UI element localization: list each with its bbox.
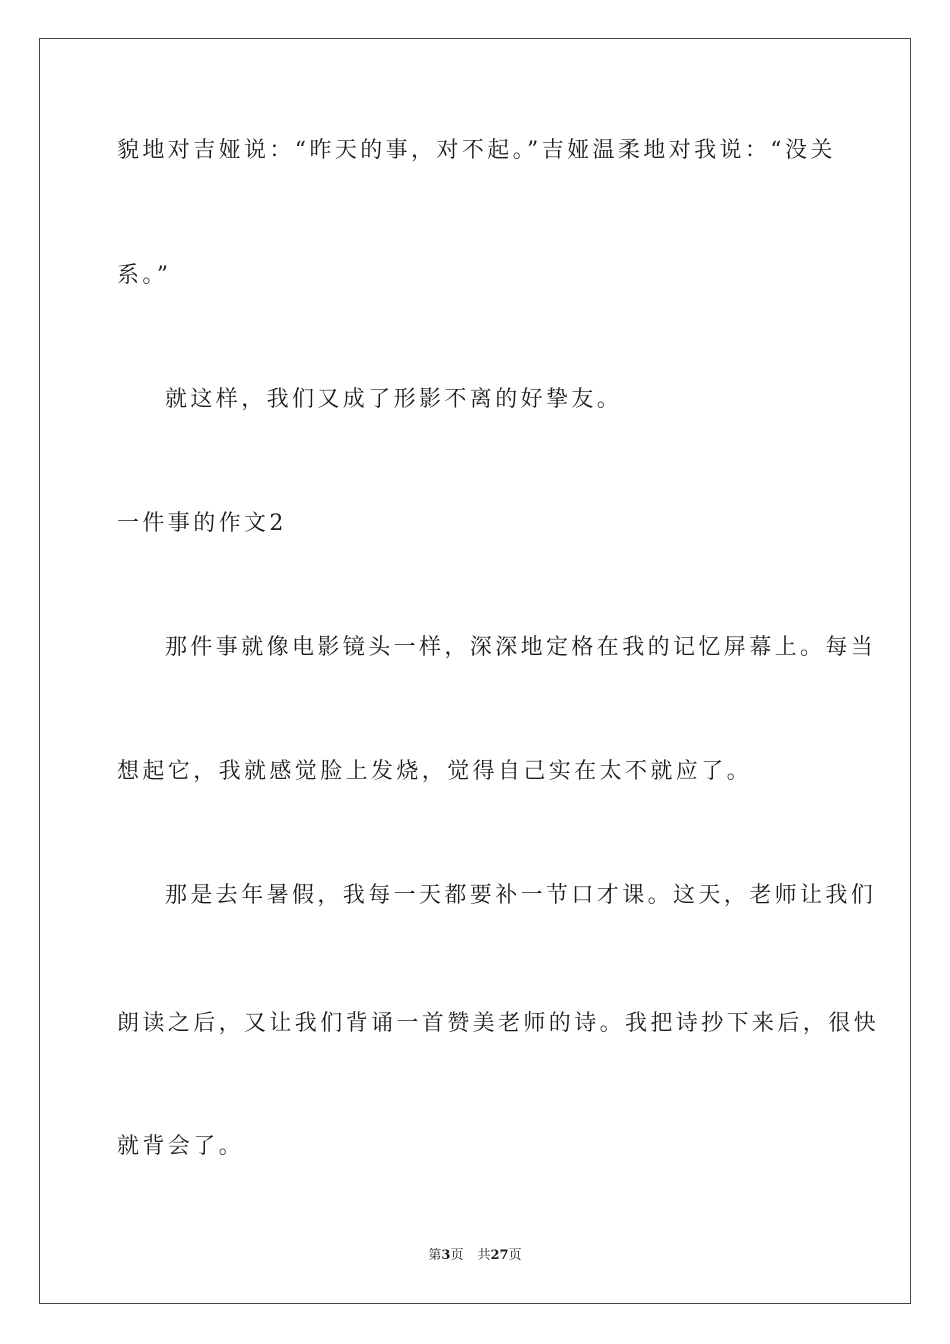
footer-total-suffix: 页	[508, 1248, 522, 1263]
section-heading: 一件事的作文2	[117, 511, 287, 536]
page-footer	[0, 1248, 950, 1264]
page-border	[39, 38, 911, 1304]
body-line-9: 就背会了。	[117, 1134, 245, 1159]
body-line-6: 想起它，我就感觉脸上发烧，觉得自己实在太不就应了。	[117, 759, 753, 784]
footer-page-prefix: 第	[428, 1248, 442, 1263]
paragraph-first-line: 那件事就像电影镜头一样，深深地定格在我的记忆屏幕上。每当	[165, 635, 877, 660]
footer-total-prefix: 共	[477, 1248, 491, 1263]
body-line-1: 貌地对吉娅说：“昨天的事，对不起。”吉娅温柔地对我说：“没关	[117, 138, 836, 163]
body-line-2: 系。”	[117, 263, 172, 288]
body-line-8: 朗读之后，又让我们背诵一首赞美老师的诗。我把诗抄下来后，很快	[117, 1011, 880, 1036]
footer-total-pages: 27	[490, 1248, 509, 1263]
footer-page-suffix: 页	[450, 1248, 464, 1263]
paragraph-first-line: 那是去年暑假，我每一天都要补一节口才课。这天，老师让我们	[165, 883, 877, 908]
paragraph-first-line: 就这样，我们又成了形影不离的好挚友。	[165, 387, 623, 412]
footer-page-number: 3	[441, 1248, 451, 1263]
